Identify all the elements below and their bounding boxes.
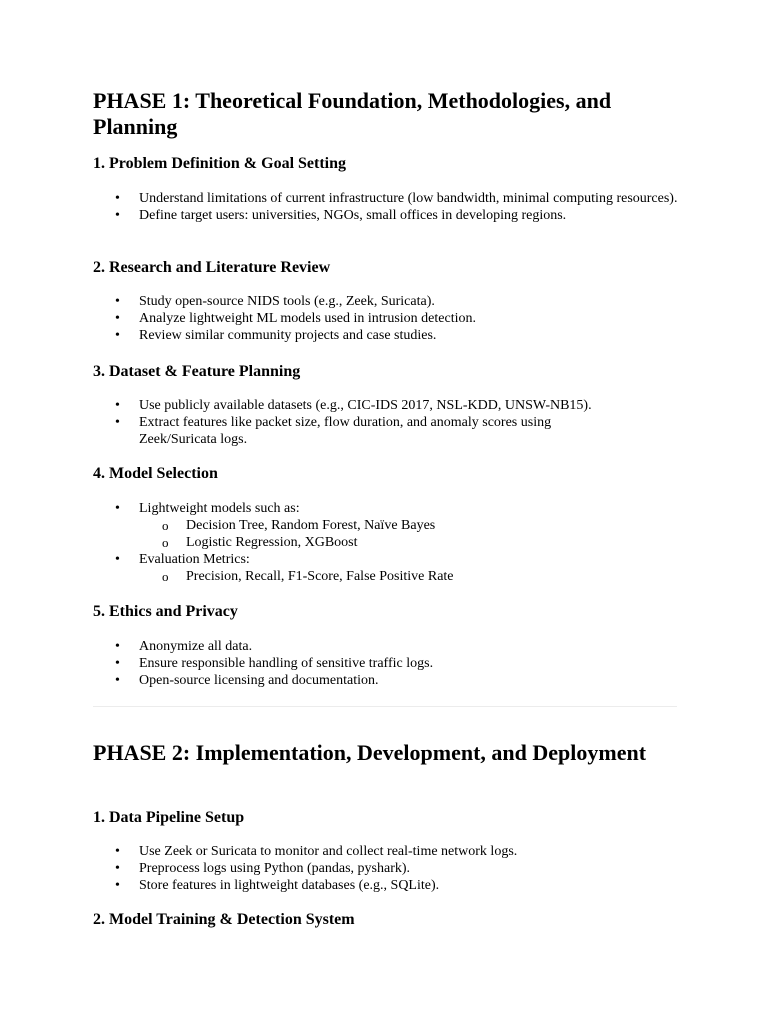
list-item: • Use Zeek or Suricata to monitor and collect real-time network logs. [115,844,518,859]
bullet-icon: • [115,328,120,343]
bullet-icon: • [115,294,120,309]
bullet-icon: • [115,501,120,516]
bullet-icon: • [115,673,120,688]
section-divider [93,706,677,707]
bullet-icon: • [115,398,120,413]
phase1-section-3-heading: 3. Dataset & Feature Planning [93,363,301,380]
circle-bullet-icon: o [162,569,169,584]
bullet-icon: • [115,844,120,859]
circle-bullet-icon: o [162,518,169,533]
phase2-section-1-list [93,843,683,894]
list-item: • Use publicly available datasets (e.g., CIC-IDS 2017, NSL-KDD, UNSW-NB15). [115,398,592,413]
phase1-section-4-heading: 4. Model Selection [93,465,218,482]
phase1-section-3-list [93,397,683,448]
sub-list [139,517,683,551]
list-item: • Anonymize all data. [115,639,253,654]
bullet-icon: • [115,191,120,206]
phase1-section-4-list [93,500,683,585]
list-item: • Preprocess logs using Python (pandas, pyshark). [115,861,411,876]
list-item: • Extract features like packet size, flow duration, and anomaly scores using Zeek/Suricata logs. [115,415,552,447]
list-item: • Analyze lightweight ML models used in intrusion detection. [115,311,476,326]
phase1-section-1-heading: 1. Problem Definition & Goal Setting [93,155,347,172]
phase2-section-2-heading: 2. Model Training & Detection System [93,911,355,928]
bullet-icon: • [115,656,120,671]
bullet-icon: • [115,415,120,430]
list-item: • Evaluation Metrics: o Precision, Recall, F1-Score, False Positive Rate [93,551,683,585]
list-item: • Open-source licensing and documentation. [115,673,379,688]
sub-list [139,568,683,585]
bullet-icon: • [115,861,120,876]
list-item: • Review similar community projects and case studies. [115,328,437,343]
list-item: • Study open-source NIDS tools (e.g., Zeek, Suricata). [115,294,435,309]
phase1-section-2-heading: 2. Research and Literature Review [93,259,331,276]
sub-list-item: o Logistic Regression, XGBoost [162,535,358,550]
phase2-title: PHASE 2: Implementation, Development, and Deployment [93,740,647,765]
phase2-section-1-heading: 1. Data Pipeline Setup [93,809,245,826]
bullet-icon: • [115,639,120,654]
circle-bullet-icon: o [162,535,169,550]
phase1-section-1-list [93,190,683,224]
phase1-section-5-heading: 5. Ethics and Privacy [93,603,238,620]
phase1-section-5-list [93,638,683,689]
list-item: • Store features in lightweight databases (e.g., SQLite). [115,878,440,893]
bullet-icon: • [115,552,120,567]
list-item: • Define target users: universities, NGOs, small offices in developing regions. [115,208,567,223]
list-item: • Understand limitations of current infrastructure (low bandwidth, minimal computing resources). [115,191,678,206]
sub-list-item: o Precision, Recall, F1-Score, False Positive Rate [162,569,454,584]
list-item: • Ensure responsible handling of sensitive traffic logs. [115,656,434,671]
phase1-title: PHASE 1: Theoretical Foundation, Methodologies, and Planning [93,88,612,139]
bullet-icon: • [115,311,120,326]
sub-list-item: o Decision Tree, Random Forest, Naïve Bayes [162,518,436,533]
list-item: • Lightweight models such as: o Decision Tree, Random Forest, Naïve Bayes o Logistic Regression, XGBoost [93,500,683,551]
bullet-icon: • [115,878,120,893]
bullet-icon: • [115,208,120,223]
phase1-section-2-list [93,293,683,344]
